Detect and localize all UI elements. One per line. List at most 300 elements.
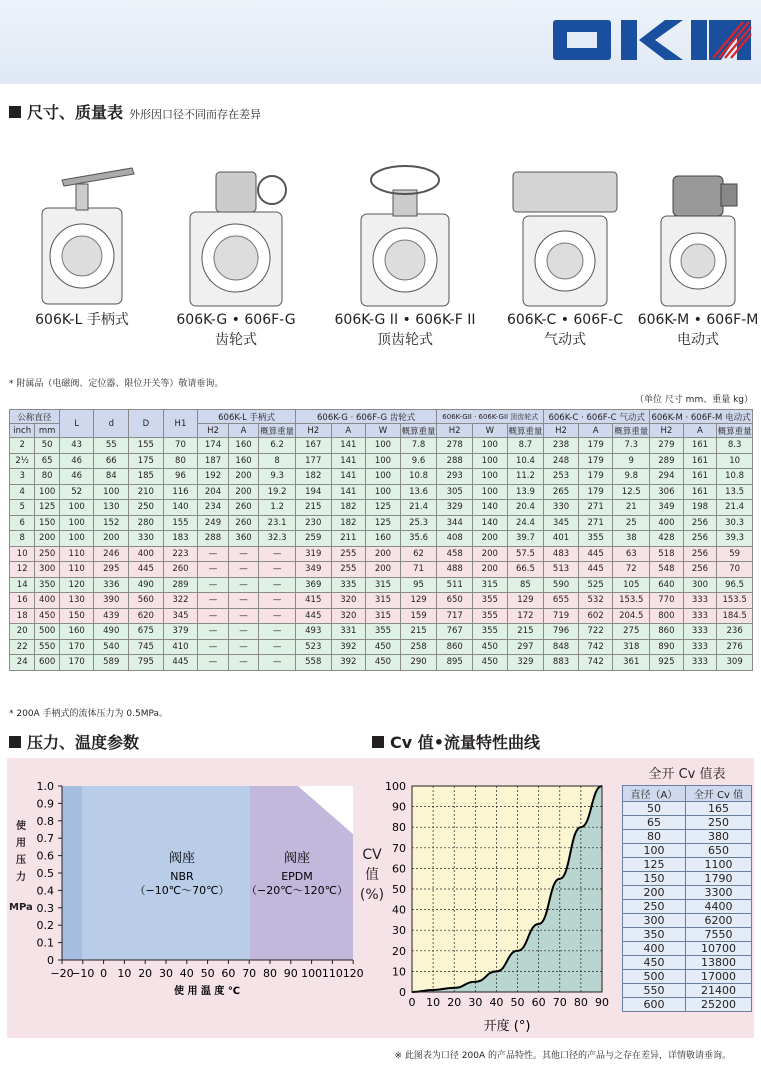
table-cell: 450 (472, 639, 507, 655)
cv-cell: 400 (623, 942, 686, 956)
table-cell: 84 (94, 469, 129, 485)
cv-cell: 100 (623, 844, 686, 858)
table-cell: 16 (10, 593, 35, 609)
group-electric: 606K-M · 606F-M 电动式 (650, 410, 753, 424)
table-cell: 110 (59, 562, 94, 578)
table-cell: 215 (295, 500, 331, 516)
pt-x-tick-label: 0 (100, 967, 108, 980)
table-cell: — (198, 608, 229, 624)
table-cell: 39.7 (507, 531, 544, 547)
cv-y-tick-label: 50 (392, 883, 406, 896)
table-cell: 125 (366, 500, 401, 516)
table-cell: 100 (472, 438, 507, 454)
pt-x-tick-label: 100 (301, 967, 323, 980)
table-cell: 46 (59, 469, 94, 485)
table-cell: 276 (717, 639, 753, 655)
table-cell: 379 (163, 624, 198, 640)
product-606k-c: 606K-C • 606F-C 气动式 (500, 150, 630, 350)
cv-cell: 13800 (685, 956, 751, 970)
cv-x-tick-label: 80 (573, 996, 588, 1009)
cv-cell: 380 (685, 830, 751, 844)
table-cell: 10 (10, 546, 35, 562)
table-cell: 200 (228, 469, 259, 485)
table-cell: 309 (717, 655, 753, 671)
table-cell: 7.3 (613, 438, 650, 454)
table-cell: 589 (94, 655, 129, 671)
table-cell: 25 (613, 515, 650, 531)
table-cell: — (198, 639, 229, 655)
table-cell: 890 (650, 639, 684, 655)
pt-y-tick-label: 0 (47, 954, 54, 967)
pt-x-tick-label: −10 (71, 967, 95, 980)
table-row (10, 469, 753, 485)
electric-valve-drawing (643, 150, 753, 310)
table-cell: 319 (295, 546, 331, 562)
table-cell: 179 (578, 484, 613, 500)
table-cell: 253 (544, 469, 579, 485)
table-cell: 295 (94, 562, 129, 578)
table-cell: 62 (400, 546, 437, 562)
table-cell: 345 (163, 608, 198, 624)
col-h2: H2 (437, 424, 473, 438)
footer-note: ※ 此图表为口径 200A 的产品特性。其他口径的产品与之存在差异，详情敬请垂询。 (394, 1051, 731, 1061)
table-row (10, 624, 753, 640)
table-cell: 161 (683, 453, 717, 469)
cv-x-label: 开度 (°) (483, 1019, 531, 1034)
table-cell: 8.7 (507, 438, 544, 454)
table-cell: 160 (228, 438, 259, 454)
table-cell: 100 (366, 469, 401, 485)
table-cell: 183 (163, 531, 198, 547)
table-cell: 110 (59, 546, 94, 562)
cv-row (623, 802, 752, 816)
table-cell: 23.1 (259, 515, 296, 531)
table-cell: 200 (94, 531, 129, 547)
cv-cell: 500 (623, 970, 686, 984)
table-cell: 141 (331, 453, 366, 469)
table-cell: 256 (683, 515, 717, 531)
table-cell: 349 (650, 500, 684, 516)
table-cell: 300 (35, 562, 59, 578)
table-cell: 401 (544, 531, 579, 547)
table-cell: 14 (10, 577, 35, 593)
table-cell: 719 (544, 608, 579, 624)
table-row (10, 515, 753, 531)
table-cell: 560 (129, 593, 164, 609)
table-cell: 445 (295, 608, 331, 624)
pt-y-tick-label: 1.0 (36, 780, 54, 793)
table-cell: 305 (437, 484, 473, 500)
table-cell: 21.4 (400, 500, 437, 516)
pt-x-tick-label: 20 (138, 967, 153, 980)
cv-cell: 25200 (685, 998, 751, 1012)
cv-cell: 80 (623, 830, 686, 844)
table-cell: 400 (650, 515, 684, 531)
table-cell: 192 (198, 469, 229, 485)
table-cell: 450 (35, 608, 59, 624)
table-cell: 8.3 (717, 438, 753, 454)
nbr-core-region (82, 786, 250, 960)
cv-cell: 200 (623, 886, 686, 900)
table-cell: — (198, 655, 229, 671)
pt-x-tick-label: 40 (179, 967, 194, 980)
col-weight: 概算重量 (717, 424, 753, 438)
table-cell: 140 (472, 500, 507, 516)
table-cell: 59 (717, 546, 753, 562)
table-cell: 85 (507, 577, 544, 593)
table-cell: 13.5 (717, 484, 753, 500)
pt-x-tick-label: 120 (342, 967, 364, 980)
table-cell: 153.5 (613, 593, 650, 609)
table-cell: 260 (228, 515, 259, 531)
cv-cell: 4400 (685, 900, 751, 914)
cv-x-tick-label: 0 (408, 996, 416, 1009)
cv-x-tick-label: 50 (510, 996, 525, 1009)
table-cell: 13.9 (507, 484, 544, 500)
table-cell: — (198, 624, 229, 640)
table-cell: 187 (198, 453, 229, 469)
table-cell: 100 (472, 469, 507, 485)
col-h2: H2 (295, 424, 331, 438)
table-cell: 80 (163, 453, 198, 469)
table-cell: 200 (366, 546, 401, 562)
dimension-section-title: 尺寸、质量表 外形因口径不同而存在差异 (9, 100, 261, 123)
table-cell: 200 (472, 531, 507, 547)
cv-x-tick-label: 30 (468, 996, 483, 1009)
cv-cell: 300 (623, 914, 686, 928)
table-cell: 333 (683, 655, 717, 671)
table-cell: — (228, 608, 259, 624)
table-cell: 925 (650, 655, 684, 671)
cv-cell: 350 (623, 928, 686, 942)
table-cell: 155 (129, 438, 164, 454)
table-cell: 141 (331, 469, 366, 485)
table-cell: 20 (10, 624, 35, 640)
product-606k-g2: 606K-G II • 606K-F II 顶齿轮式 (330, 150, 480, 350)
table-cell: 336 (94, 577, 129, 593)
table-cell: 415 (295, 593, 331, 609)
cv-row (623, 886, 752, 900)
table-cell: 255 (331, 562, 366, 578)
table-cell: — (259, 608, 296, 624)
table-cell: — (228, 655, 259, 671)
table-cell: 518 (650, 546, 684, 562)
top-gear-valve-drawing (345, 150, 465, 310)
cv-y-tick-label: 60 (392, 862, 406, 876)
table-cell: 200 (228, 484, 259, 500)
table-cell: 210 (129, 484, 164, 500)
table-cell: 428 (650, 531, 684, 547)
table-cell: 10 (717, 453, 753, 469)
table-cell: 9.8 (613, 469, 650, 485)
table-cell: 483 (544, 546, 579, 562)
table-cell: 355 (472, 593, 507, 609)
table-cell: 9 (613, 453, 650, 469)
cv-cell: 21400 (685, 984, 751, 998)
table-cell: 548 (650, 562, 684, 578)
table-cell: 150 (35, 515, 59, 531)
table-cell: 32.3 (259, 531, 296, 547)
table-cell: 141 (331, 484, 366, 500)
table-cell: 167 (295, 438, 331, 454)
table-cell: 675 (129, 624, 164, 640)
table-row (10, 546, 753, 562)
table-cell: 355 (578, 531, 613, 547)
table-cell: 63 (613, 546, 650, 562)
table-cell: 100 (59, 515, 94, 531)
table-cell: 125 (366, 515, 401, 531)
table-cell: 11.2 (507, 469, 544, 485)
table-cell: 57.5 (507, 546, 544, 562)
group-pneumatic: 606K-C · 606F-C 气动式 (544, 410, 650, 424)
table-cell: 70 (717, 562, 753, 578)
pressure-note: * 200A 手柄式的流体压力为 0.5MPa。 (9, 709, 169, 719)
table-cell: — (259, 593, 296, 609)
table-cell: 392 (331, 655, 366, 671)
col-L: L (59, 410, 94, 438)
col-a: A (683, 424, 717, 438)
table-cell: 717 (437, 608, 473, 624)
pt-y-tick-label: 0.2 (36, 919, 54, 933)
table-cell: 655 (544, 593, 579, 609)
table-cell: 271 (578, 500, 613, 516)
pt-y-tick-label: 0.3 (36, 901, 54, 915)
table-cell: 130 (94, 500, 129, 516)
table-cell: 80 (35, 469, 59, 485)
table-cell: 742 (578, 655, 613, 671)
table-cell: 179 (578, 438, 613, 454)
temp-axis-label: 使 用 温 度 ℃ (173, 986, 241, 997)
table-cell: 722 (578, 624, 613, 640)
table-cell: 100 (59, 531, 94, 547)
table-row (10, 531, 753, 547)
table-cell: 100 (94, 484, 129, 500)
pt-x-tick-label: 30 (159, 967, 173, 980)
table-cell: 161 (683, 438, 717, 454)
pneumatic-valve-drawing (505, 150, 625, 310)
table-cell: 297 (507, 639, 544, 655)
cv-row (623, 914, 752, 928)
table-cell: — (198, 593, 229, 609)
table-cell: 204 (198, 484, 229, 500)
table-cell: — (259, 655, 296, 671)
table-cell: 100 (366, 438, 401, 454)
table-cell: 315 (366, 593, 401, 609)
table-cell: 21.4 (717, 500, 753, 516)
cv-row (623, 816, 752, 830)
table-cell: 66 (94, 453, 129, 469)
cv-cell: 17000 (685, 970, 751, 984)
table-cell: 39.3 (717, 531, 753, 547)
table-cell: 170 (59, 655, 94, 671)
table-cell: 160 (59, 624, 94, 640)
pt-x-tick-label: 80 (263, 967, 277, 980)
table-cell: 369 (295, 577, 331, 593)
pt-x-tick-label: 60 (221, 967, 236, 980)
table-cell: 550 (35, 639, 59, 655)
col-weight: 概算重量 (400, 424, 437, 438)
cv-row (623, 858, 752, 872)
table-cell: 848 (544, 639, 579, 655)
table-cell: 600 (35, 655, 59, 671)
table-cell: 361 (613, 655, 650, 671)
table-cell: 7.8 (400, 438, 437, 454)
table-cell: 260 (163, 562, 198, 578)
table-cell: 66.5 (507, 562, 544, 578)
table-cell: 236 (717, 624, 753, 640)
cv-cell: 250 (623, 900, 686, 914)
table-cell: 65 (35, 453, 59, 469)
table-cell: 2½ (10, 453, 35, 469)
cv-row (623, 970, 752, 984)
table-cell: 320 (331, 593, 366, 609)
table-cell: 318 (613, 639, 650, 655)
table-cell: 800 (650, 608, 684, 624)
table-cell: — (228, 562, 259, 578)
cv-x-tick-label: 60 (531, 996, 546, 1009)
table-cell: 10.4 (507, 453, 544, 469)
col-weight: 概算重量 (613, 424, 650, 438)
table-cell: — (228, 577, 259, 593)
table-cell: 490 (94, 624, 129, 640)
table-cell: 200 (35, 531, 59, 547)
table-cell: 742 (578, 639, 613, 655)
table-cell: 18 (10, 608, 35, 624)
cv-cell: 65 (623, 816, 686, 830)
cv-y-tick-label: 20 (392, 944, 406, 958)
table-cell: 248 (544, 453, 579, 469)
cv-row (623, 942, 752, 956)
table-cell: 329 (437, 500, 473, 516)
table-cell: 355 (472, 608, 507, 624)
table-cell: 256 (683, 562, 717, 578)
table-cell: 293 (437, 469, 473, 485)
table-cell: 590 (544, 577, 579, 593)
table-cell: 350 (35, 577, 59, 593)
cv-flow-chart (370, 770, 620, 1038)
table-cell: 250 (129, 500, 164, 516)
nbr-material: NBR (170, 870, 194, 883)
table-cell: 179 (578, 469, 613, 485)
table-cell: 540 (94, 639, 129, 655)
table-cell: 390 (94, 593, 129, 609)
cv-cell: 10700 (685, 942, 751, 956)
table-cell: 95 (400, 577, 437, 593)
cv-cell: 1790 (685, 872, 751, 886)
col-H1: H1 (163, 410, 198, 438)
table-cell: 234 (198, 500, 229, 516)
table-cell: — (228, 546, 259, 562)
col-h2: H2 (544, 424, 579, 438)
table-cell: 185 (129, 469, 164, 485)
table-cell: 184.5 (717, 608, 753, 624)
table-cell: 770 (650, 593, 684, 609)
cv-row (623, 956, 752, 970)
table-cell: 860 (650, 624, 684, 640)
cv-table (622, 785, 752, 1012)
table-cell: — (228, 624, 259, 640)
table-cell: 182 (295, 469, 331, 485)
table-cell: 400 (35, 593, 59, 609)
table-cell: 246 (94, 546, 129, 562)
table-cell: 20.4 (507, 500, 544, 516)
table-cell: 153.5 (717, 593, 753, 609)
cv-cell: 6200 (685, 914, 751, 928)
table-row (10, 593, 753, 609)
table-cell: 450 (366, 639, 401, 655)
table-cell: 294 (650, 469, 684, 485)
table-cell: 70 (163, 438, 198, 454)
col-w: W (366, 424, 401, 438)
cv-cell: 7550 (685, 928, 751, 942)
table-cell: 223 (163, 546, 198, 562)
table-row (10, 500, 753, 516)
table-cell: — (198, 562, 229, 578)
table-cell: 523 (295, 639, 331, 655)
table-cell: 860 (437, 639, 473, 655)
table-cell: 333 (683, 608, 717, 624)
cv-y-tick-label: 0 (399, 986, 406, 999)
table-cell: 96 (163, 469, 198, 485)
table-cell: 513 (544, 562, 579, 578)
table-cell: — (228, 593, 259, 609)
table-cell: 329 (507, 655, 544, 671)
table-cell: 1.2 (259, 500, 296, 516)
table-cell: 160 (366, 531, 401, 547)
cv-x-tick-label: 10 (426, 996, 441, 1009)
table-cell: 445 (578, 562, 613, 578)
table-cell: 640 (650, 577, 684, 593)
group-gear: 606K-G · 606F-G 齿轮式 (295, 410, 436, 424)
table-cell: — (259, 546, 296, 562)
cv-col-value: 全开 Cv 值 (685, 786, 751, 802)
table-cell: 439 (94, 608, 129, 624)
table-cell: 745 (129, 639, 164, 655)
table-cell: 35.6 (400, 531, 437, 547)
table-cell: 46 (59, 453, 94, 469)
pt-y-tick-label: 0.8 (36, 814, 54, 828)
pt-x-tick-label: 10 (117, 967, 132, 980)
table-cell: 198 (683, 500, 717, 516)
table-cell: 290 (400, 655, 437, 671)
table-cell: 155 (163, 515, 198, 531)
table-cell: 24 (10, 655, 35, 671)
cv-table-title: 全开 Cv 值表 (648, 767, 726, 782)
table-cell: 259 (295, 531, 331, 547)
table-cell: 161 (683, 484, 717, 500)
table-cell: 330 (129, 531, 164, 547)
pt-y-tick-label: 0.7 (36, 832, 54, 846)
table-cell: 215 (400, 624, 437, 640)
table-cell: 256 (683, 546, 717, 562)
cv-cell: 165 (685, 802, 751, 816)
table-cell: 129 (507, 593, 544, 609)
cv-cell: 3300 (685, 886, 751, 900)
table-cell: 255 (331, 546, 366, 562)
lever-valve-drawing (22, 150, 142, 310)
col-h2: H2 (198, 424, 229, 438)
table-cell: 100 (35, 484, 59, 500)
table-row (10, 577, 753, 593)
table-cell: 100 (472, 484, 507, 500)
table-cell: 96.5 (717, 577, 753, 593)
table-cell: 392 (331, 639, 366, 655)
col-nominal: 公称直径 (10, 410, 60, 424)
table-cell: 511 (437, 577, 473, 593)
cv-row (623, 844, 752, 858)
pressure-temperature-chart (7, 770, 367, 1000)
table-cell: 9.6 (400, 453, 437, 469)
